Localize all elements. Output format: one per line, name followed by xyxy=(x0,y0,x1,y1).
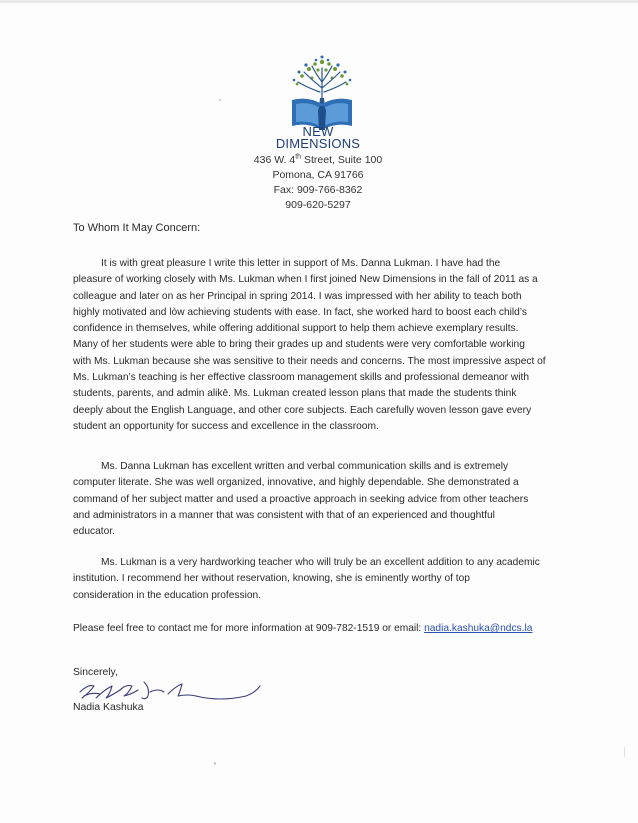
scan-speck xyxy=(624,747,625,757)
paragraph-line: educator. xyxy=(73,526,115,538)
paragraph-line: institution. I recommend her without reservation, knowing, she is eminently worthy of top xyxy=(73,573,470,585)
paragraph-line: consideration in the education profession. xyxy=(73,589,262,601)
city-line: Pomona, CA 91766 xyxy=(272,169,364,181)
street-name: Street, Suite 100 xyxy=(301,154,383,166)
street-address xyxy=(218,155,418,166)
paragraph-line: Ms. Lukman’s teaching is her effective classroom management skills and professional demeanor with xyxy=(73,372,530,384)
paragraph-line: pleasure of working closely with Ms. Lukman when I first joined New Dimensions in the fall of 2011 as a xyxy=(73,274,538,286)
paragraph-line: confidence in themselves, while offering additional support to help them achieve exemplary results. xyxy=(73,323,519,335)
paragraph-line: and administrators in a manner that was consistent with that of an experienced and thoughtful xyxy=(73,509,495,521)
salutation: To Whom It May Concern: xyxy=(73,222,201,234)
paragraph-2 xyxy=(73,459,573,540)
org-name-line2: DIMENSIONS xyxy=(275,136,361,151)
contact-text: Please feel free to contact me for more information at 909-782-1519 or email: xyxy=(73,623,425,634)
paragraph-line: highly motivated and lòw achieving students with ease. In fact, she worked hard to boost each child’s xyxy=(73,306,527,318)
paragraph-line: Ms. Lukman is a very hardworking teacher who will truly be an excellent addition to any academic xyxy=(101,557,540,568)
paragraph-line: Many of her students were able to bring their grades up and students were very comfortable working xyxy=(73,339,525,351)
email-link[interactable]: nadia.kashuka@ndcs.la xyxy=(424,623,533,634)
paragraph-line: deeply about the English Language, and other core subjects. Each carefully woven lesson gave every xyxy=(73,404,532,416)
closing: Sincerely, xyxy=(73,667,118,678)
paragraph-line: computer literate. She was well organized, innovative, and highly dependable. She demonstrated a xyxy=(73,477,519,489)
contact-line xyxy=(73,621,532,637)
street-number: 436 W. 4 xyxy=(253,154,296,166)
paragraph-line: command of her subject matter and used a proactive approach in seeking advice from other teachers xyxy=(73,493,529,505)
paragraph-3 xyxy=(73,555,573,604)
fax-line: Fax: 909-766-8362 xyxy=(273,184,363,196)
ordinal-suffix: th xyxy=(295,153,302,161)
signer-name: Nadia Kashuka xyxy=(73,702,144,713)
phone-line: 909-620-5297 xyxy=(285,199,351,211)
paragraph-line: colleague and later on as her Principal in spring 2014. I was impressed with her ability to teach both xyxy=(73,290,522,302)
paragraph-line: with Ms. Lukman because she was sensitive to their needs and concerns. The most impressive aspect of xyxy=(73,355,546,367)
paragraph-line: student an opportunity for success and excellence in the classroom. xyxy=(73,420,379,432)
paragraph-line: It is with great pleasure I write this letter in support of Ms. Danna Lukman. I have had the xyxy=(101,258,501,269)
paragraph-line: students, parents, and admin alikē. Ms. Lukman created lesson plans that made the students think xyxy=(73,388,517,400)
scan-speck xyxy=(214,762,216,765)
org-name-line1: NEW xyxy=(302,124,334,139)
scan-speck xyxy=(219,99,221,101)
page-top-edge xyxy=(0,0,638,3)
paragraph-1 xyxy=(73,256,573,435)
paragraph-line: Ms. Danna Lukman has excellent written and verbal communication skills and is extremely xyxy=(101,461,509,472)
